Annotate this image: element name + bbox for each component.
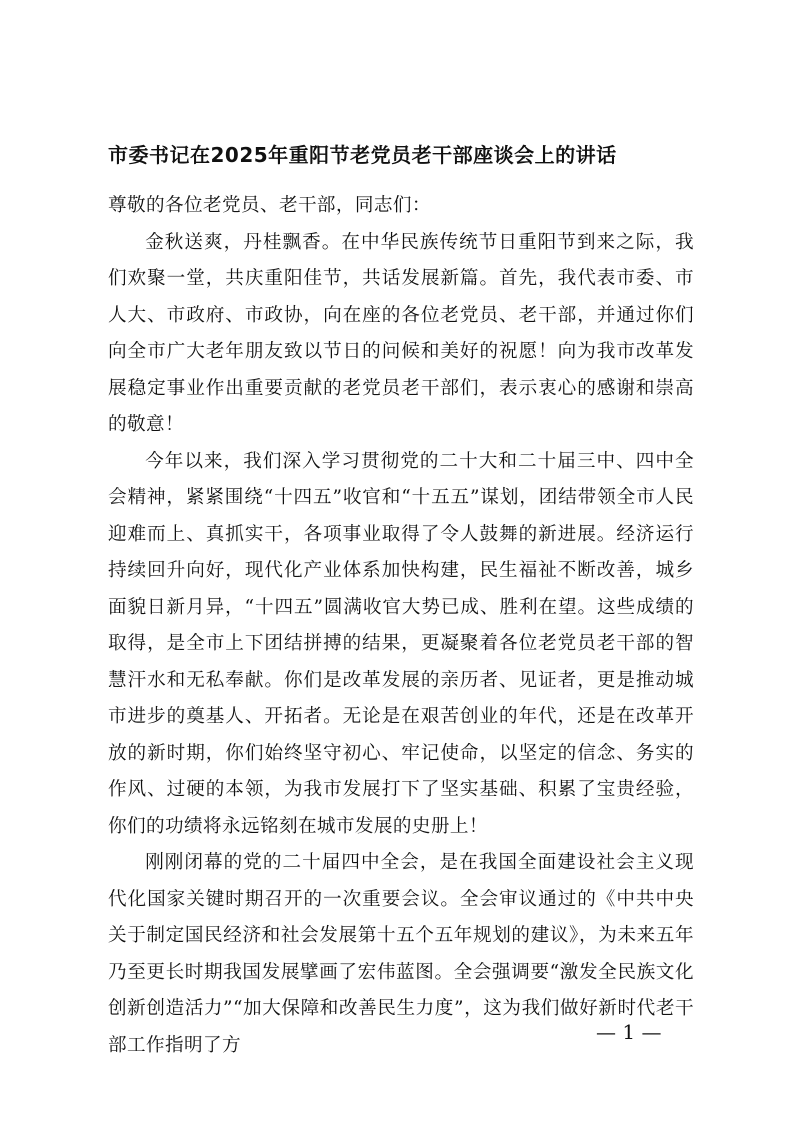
- paragraph-3: 刚刚闭幕的党的二十届四中全会，是在我国全面建设社会主义现代化国家关键时期召开的一次重要会议。全会审议通过的《中共中央关于制定国民经济和社会发展第十五个五年规划的建议》，为未来五年乃至更长时期我国发展擘画了宏伟蓝图。全会强调要“激发全民族文化创新创造活力”“加大保障和改善民生力度”，这为我们做好新时代老干部工作指明了方: [108, 852, 694, 1056]
- salutation: 尊敬的各位老党员、老干部，同志们：: [108, 195, 431, 216]
- page-number: — 1 —: [596, 1020, 662, 1044]
- speech-body: [108, 188, 694, 1064]
- page-title: 市委书记在2025年重阳节老党员老干部座谈会上的讲话: [108, 143, 617, 167]
- paragraph-1: 金秋送爽，丹桂飘香。在中华民族传统节日重阳节到来之际，我们欢聚一堂，共庆重阳佳节，共话发展新篇。首先，我代表市委、市人大、市政府、市政协，向在座的各位老党员、老干部，并通过你们向全市广大老年朋友致以节日的问候和美好的祝愿！向为我市改革发展稳定事业作出重要贡献的老党员老干部们，表示衷心的感谢和崇高的敬意！: [108, 231, 694, 435]
- paragraph-2: 今年以来，我们深入学习贯彻党的二十大和二十届三中、四中全会精神，紧紧围绕“十四五”收官和“十五五”谋划，团结带领全市人民迎难而上、真抓实干，各项事业取得了令人鼓舞的新进展。经济运行持续回升向好，现代化产业体系加快构建，民生福祉不断改善，城乡面貌日新月异，“十四五”圆满收官大势已成、胜利在望。这些成绩的取得，是全市上下团结拼搏的结果，更凝聚着各位老党员老干部的智慧汗水和无私奉献。你们是改革发展的亲历者、见证者，更是推动城市进步的奠基人、开拓者。无论是在艰苦创业的年代，还是在改革开放的新时期，你们始终坚守初心、牢记使命，以坚定的信念、务实的作风、过硬的本领，为我市发展打下了坚实基础、积累了宝贵经验，你们的功绩将永远铭刻在城市发展的史册上！: [108, 450, 694, 837]
